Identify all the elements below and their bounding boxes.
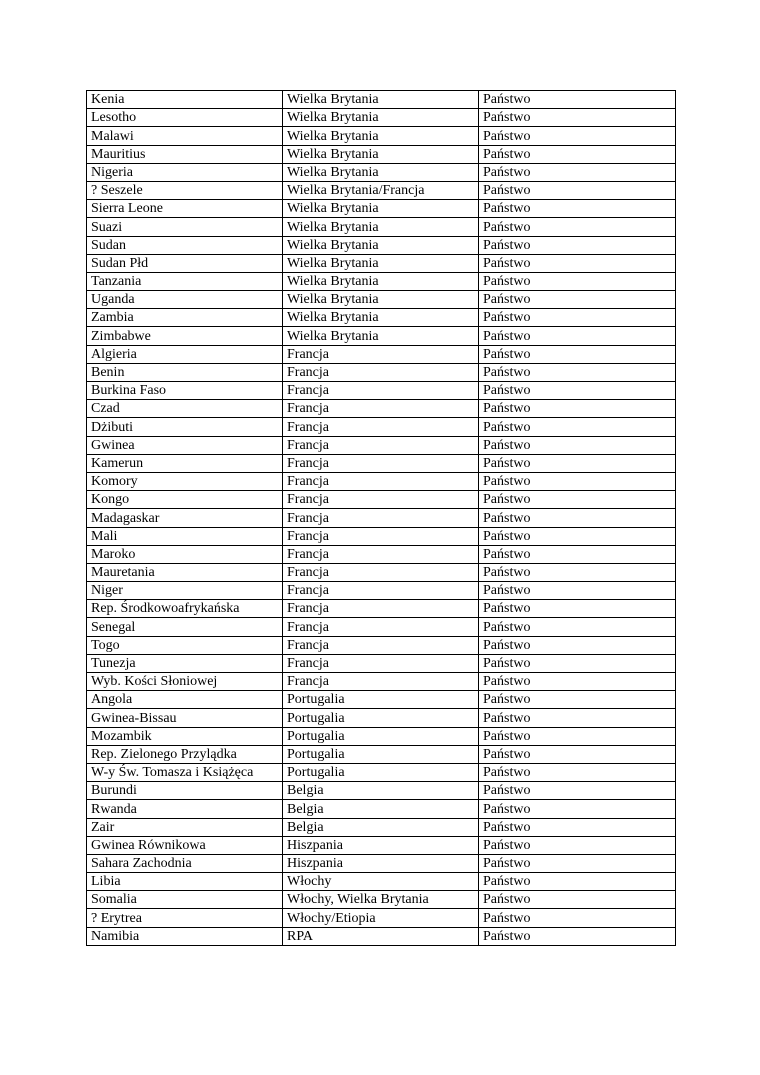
countries-table (86, 90, 676, 946)
colonial-power-cell: Francja (283, 382, 479, 400)
type-cell: Państwo (479, 181, 676, 199)
country-cell: Malawi (87, 127, 283, 145)
table-row (87, 418, 676, 436)
country-cell: Burundi (87, 782, 283, 800)
type-cell: Państwo (479, 527, 676, 545)
type-cell: Państwo (479, 800, 676, 818)
country-cell: Zair (87, 818, 283, 836)
country-cell: Wyb. Kości Słoniowej (87, 673, 283, 691)
table-row (87, 545, 676, 563)
country-cell: Nigeria (87, 163, 283, 181)
country-cell: Suazi (87, 218, 283, 236)
colonial-power-cell: Portugalia (283, 709, 479, 727)
colonial-power-cell: Wielka Brytania (283, 145, 479, 163)
table-row (87, 527, 676, 545)
type-cell: Państwo (479, 745, 676, 763)
country-cell: Zambia (87, 309, 283, 327)
country-cell: Togo (87, 636, 283, 654)
country-cell: Mauritius (87, 145, 283, 163)
country-cell: Rep. Środkowoafrykańska (87, 600, 283, 618)
table-row (87, 309, 676, 327)
type-cell: Państwo (479, 163, 676, 181)
colonial-power-cell: Wielka Brytania (283, 91, 479, 109)
country-cell: Gwinea-Bissau (87, 709, 283, 727)
table-row (87, 254, 676, 272)
country-cell: Gwinea (87, 436, 283, 454)
colonial-power-cell: Włochy/Etiopia (283, 909, 479, 927)
colonial-power-cell: Wielka Brytania (283, 200, 479, 218)
type-cell: Państwo (479, 400, 676, 418)
country-cell: Sahara Zachodnia (87, 854, 283, 872)
colonial-power-cell: Wielka Brytania (283, 163, 479, 181)
colonial-power-cell: Belgia (283, 818, 479, 836)
type-cell: Państwo (479, 472, 676, 490)
table-row (87, 836, 676, 854)
type-cell: Państwo (479, 763, 676, 781)
colonial-power-cell: Francja (283, 582, 479, 600)
table-row (87, 509, 676, 527)
colonial-power-cell: Francja (283, 654, 479, 672)
table-row (87, 654, 676, 672)
type-cell: Państwo (479, 563, 676, 581)
colonial-power-cell: Francja (283, 345, 479, 363)
colonial-power-cell: RPA (283, 927, 479, 945)
country-cell: Mali (87, 527, 283, 545)
type-cell: Państwo (479, 309, 676, 327)
type-cell: Państwo (479, 873, 676, 891)
table-row (87, 673, 676, 691)
table-row (87, 363, 676, 381)
colonial-power-cell: Francja (283, 400, 479, 418)
type-cell: Państwo (479, 127, 676, 145)
colonial-power-cell: Francja (283, 673, 479, 691)
table-row (87, 709, 676, 727)
type-cell: Państwo (479, 291, 676, 309)
country-cell: W-y Św. Tomasza i Książęca (87, 763, 283, 781)
country-cell: Senegal (87, 618, 283, 636)
country-cell: Lesotho (87, 109, 283, 127)
table-row (87, 763, 676, 781)
colonial-power-cell: Wielka Brytania (283, 109, 479, 127)
colonial-power-cell: Francja (283, 618, 479, 636)
colonial-power-cell: Francja (283, 491, 479, 509)
table-row (87, 236, 676, 254)
type-cell: Państwo (479, 891, 676, 909)
table-row (87, 272, 676, 290)
table-row (87, 345, 676, 363)
table-row (87, 218, 676, 236)
colonial-power-cell: Francja (283, 509, 479, 527)
table-row (87, 745, 676, 763)
colonial-power-cell: Wielka Brytania (283, 327, 479, 345)
table-row (87, 909, 676, 927)
colonial-power-cell: Wielka Brytania (283, 127, 479, 145)
table-row (87, 163, 676, 181)
table-row (87, 400, 676, 418)
type-cell: Państwo (479, 145, 676, 163)
country-cell: Rep. Zielonego Przylądka (87, 745, 283, 763)
type-cell: Państwo (479, 836, 676, 854)
table-row (87, 454, 676, 472)
table-row (87, 891, 676, 909)
type-cell: Państwo (479, 545, 676, 563)
type-cell: Państwo (479, 382, 676, 400)
type-cell: Państwo (479, 200, 676, 218)
type-cell: Państwo (479, 345, 676, 363)
table-row (87, 636, 676, 654)
table-row (87, 145, 676, 163)
colonial-power-cell: Portugalia (283, 691, 479, 709)
colonial-power-cell: Francja (283, 454, 479, 472)
country-cell: Mauretania (87, 563, 283, 581)
table-row (87, 927, 676, 945)
colonial-power-cell: Francja (283, 563, 479, 581)
country-cell: Libia (87, 873, 283, 891)
country-cell: Sierra Leone (87, 200, 283, 218)
table-row (87, 727, 676, 745)
country-cell: Sudan (87, 236, 283, 254)
country-cell: Madagaskar (87, 509, 283, 527)
colonial-power-cell: Francja (283, 600, 479, 618)
colonial-power-cell: Włochy (283, 873, 479, 891)
colonial-power-cell: Włochy, Wielka Brytania (283, 891, 479, 909)
country-cell: Zimbabwe (87, 327, 283, 345)
country-cell: Benin (87, 363, 283, 381)
country-cell: Somalia (87, 891, 283, 909)
type-cell: Państwo (479, 436, 676, 454)
table-row (87, 600, 676, 618)
type-cell: Państwo (479, 418, 676, 436)
table-row (87, 291, 676, 309)
table-row (87, 563, 676, 581)
table-row (87, 436, 676, 454)
colonial-power-cell: Wielka Brytania (283, 291, 479, 309)
colonial-power-cell: Wielka Brytania (283, 254, 479, 272)
table-row (87, 382, 676, 400)
type-cell: Państwo (479, 363, 676, 381)
table-row (87, 200, 676, 218)
type-cell: Państwo (479, 618, 676, 636)
country-cell: Burkina Faso (87, 382, 283, 400)
table-row (87, 818, 676, 836)
country-cell: Maroko (87, 545, 283, 563)
type-cell: Państwo (479, 727, 676, 745)
country-cell: ? Seszele (87, 181, 283, 199)
type-cell: Państwo (479, 709, 676, 727)
table-body (87, 91, 676, 946)
colonial-power-cell: Wielka Brytania (283, 236, 479, 254)
country-cell: Uganda (87, 291, 283, 309)
colonial-power-cell: Portugalia (283, 745, 479, 763)
table-row (87, 91, 676, 109)
colonial-power-cell: Francja (283, 527, 479, 545)
country-cell: Gwinea Równikowa (87, 836, 283, 854)
type-cell: Państwo (479, 818, 676, 836)
type-cell: Państwo (479, 254, 676, 272)
colonial-power-cell: Hiszpania (283, 854, 479, 872)
country-cell: Tunezja (87, 654, 283, 672)
type-cell: Państwo (479, 272, 676, 290)
country-cell: ? Erytrea (87, 909, 283, 927)
colonial-power-cell: Hiszpania (283, 836, 479, 854)
type-cell: Państwo (479, 236, 676, 254)
country-cell: Algieria (87, 345, 283, 363)
table-row (87, 582, 676, 600)
type-cell: Państwo (479, 782, 676, 800)
type-cell: Państwo (479, 909, 676, 927)
type-cell: Państwo (479, 691, 676, 709)
table-row (87, 109, 676, 127)
type-cell: Państwo (479, 582, 676, 600)
table-row (87, 691, 676, 709)
country-cell: Mozambik (87, 727, 283, 745)
table-row (87, 854, 676, 872)
type-cell: Państwo (479, 854, 676, 872)
type-cell: Państwo (479, 636, 676, 654)
table-row (87, 618, 676, 636)
type-cell: Państwo (479, 454, 676, 472)
colonial-power-cell: Francja (283, 363, 479, 381)
colonial-power-cell: Francja (283, 545, 479, 563)
country-cell: Czad (87, 400, 283, 418)
type-cell: Państwo (479, 327, 676, 345)
colonial-power-cell: Belgia (283, 800, 479, 818)
type-cell: Państwo (479, 654, 676, 672)
country-cell: Niger (87, 582, 283, 600)
colonial-power-cell: Wielka Brytania (283, 218, 479, 236)
table-row (87, 127, 676, 145)
type-cell: Państwo (479, 673, 676, 691)
colonial-power-cell: Belgia (283, 782, 479, 800)
colonial-power-cell: Wielka Brytania/Francja (283, 181, 479, 199)
colonial-power-cell: Wielka Brytania (283, 272, 479, 290)
table-row (87, 181, 676, 199)
colonial-power-cell: Portugalia (283, 763, 479, 781)
table-row (87, 782, 676, 800)
type-cell: Państwo (479, 509, 676, 527)
table-row (87, 327, 676, 345)
country-cell: Rwanda (87, 800, 283, 818)
country-cell: Tanzania (87, 272, 283, 290)
country-cell: Komory (87, 472, 283, 490)
country-cell: Kenia (87, 91, 283, 109)
country-cell: Kamerun (87, 454, 283, 472)
country-cell: Kongo (87, 491, 283, 509)
type-cell: Państwo (479, 600, 676, 618)
table-row (87, 472, 676, 490)
type-cell: Państwo (479, 109, 676, 127)
type-cell: Państwo (479, 927, 676, 945)
country-cell: Angola (87, 691, 283, 709)
colonial-power-cell: Francja (283, 418, 479, 436)
table-row (87, 873, 676, 891)
country-cell: Namibia (87, 927, 283, 945)
type-cell: Państwo (479, 91, 676, 109)
type-cell: Państwo (479, 218, 676, 236)
table-row (87, 491, 676, 509)
colonial-power-cell: Francja (283, 436, 479, 454)
country-cell: Sudan Płd (87, 254, 283, 272)
country-cell: Dżibuti (87, 418, 283, 436)
colonial-power-cell: Portugalia (283, 727, 479, 745)
type-cell: Państwo (479, 491, 676, 509)
colonial-power-cell: Francja (283, 636, 479, 654)
colonial-power-cell: Francja (283, 472, 479, 490)
colonial-power-cell: Wielka Brytania (283, 309, 479, 327)
table-row (87, 800, 676, 818)
